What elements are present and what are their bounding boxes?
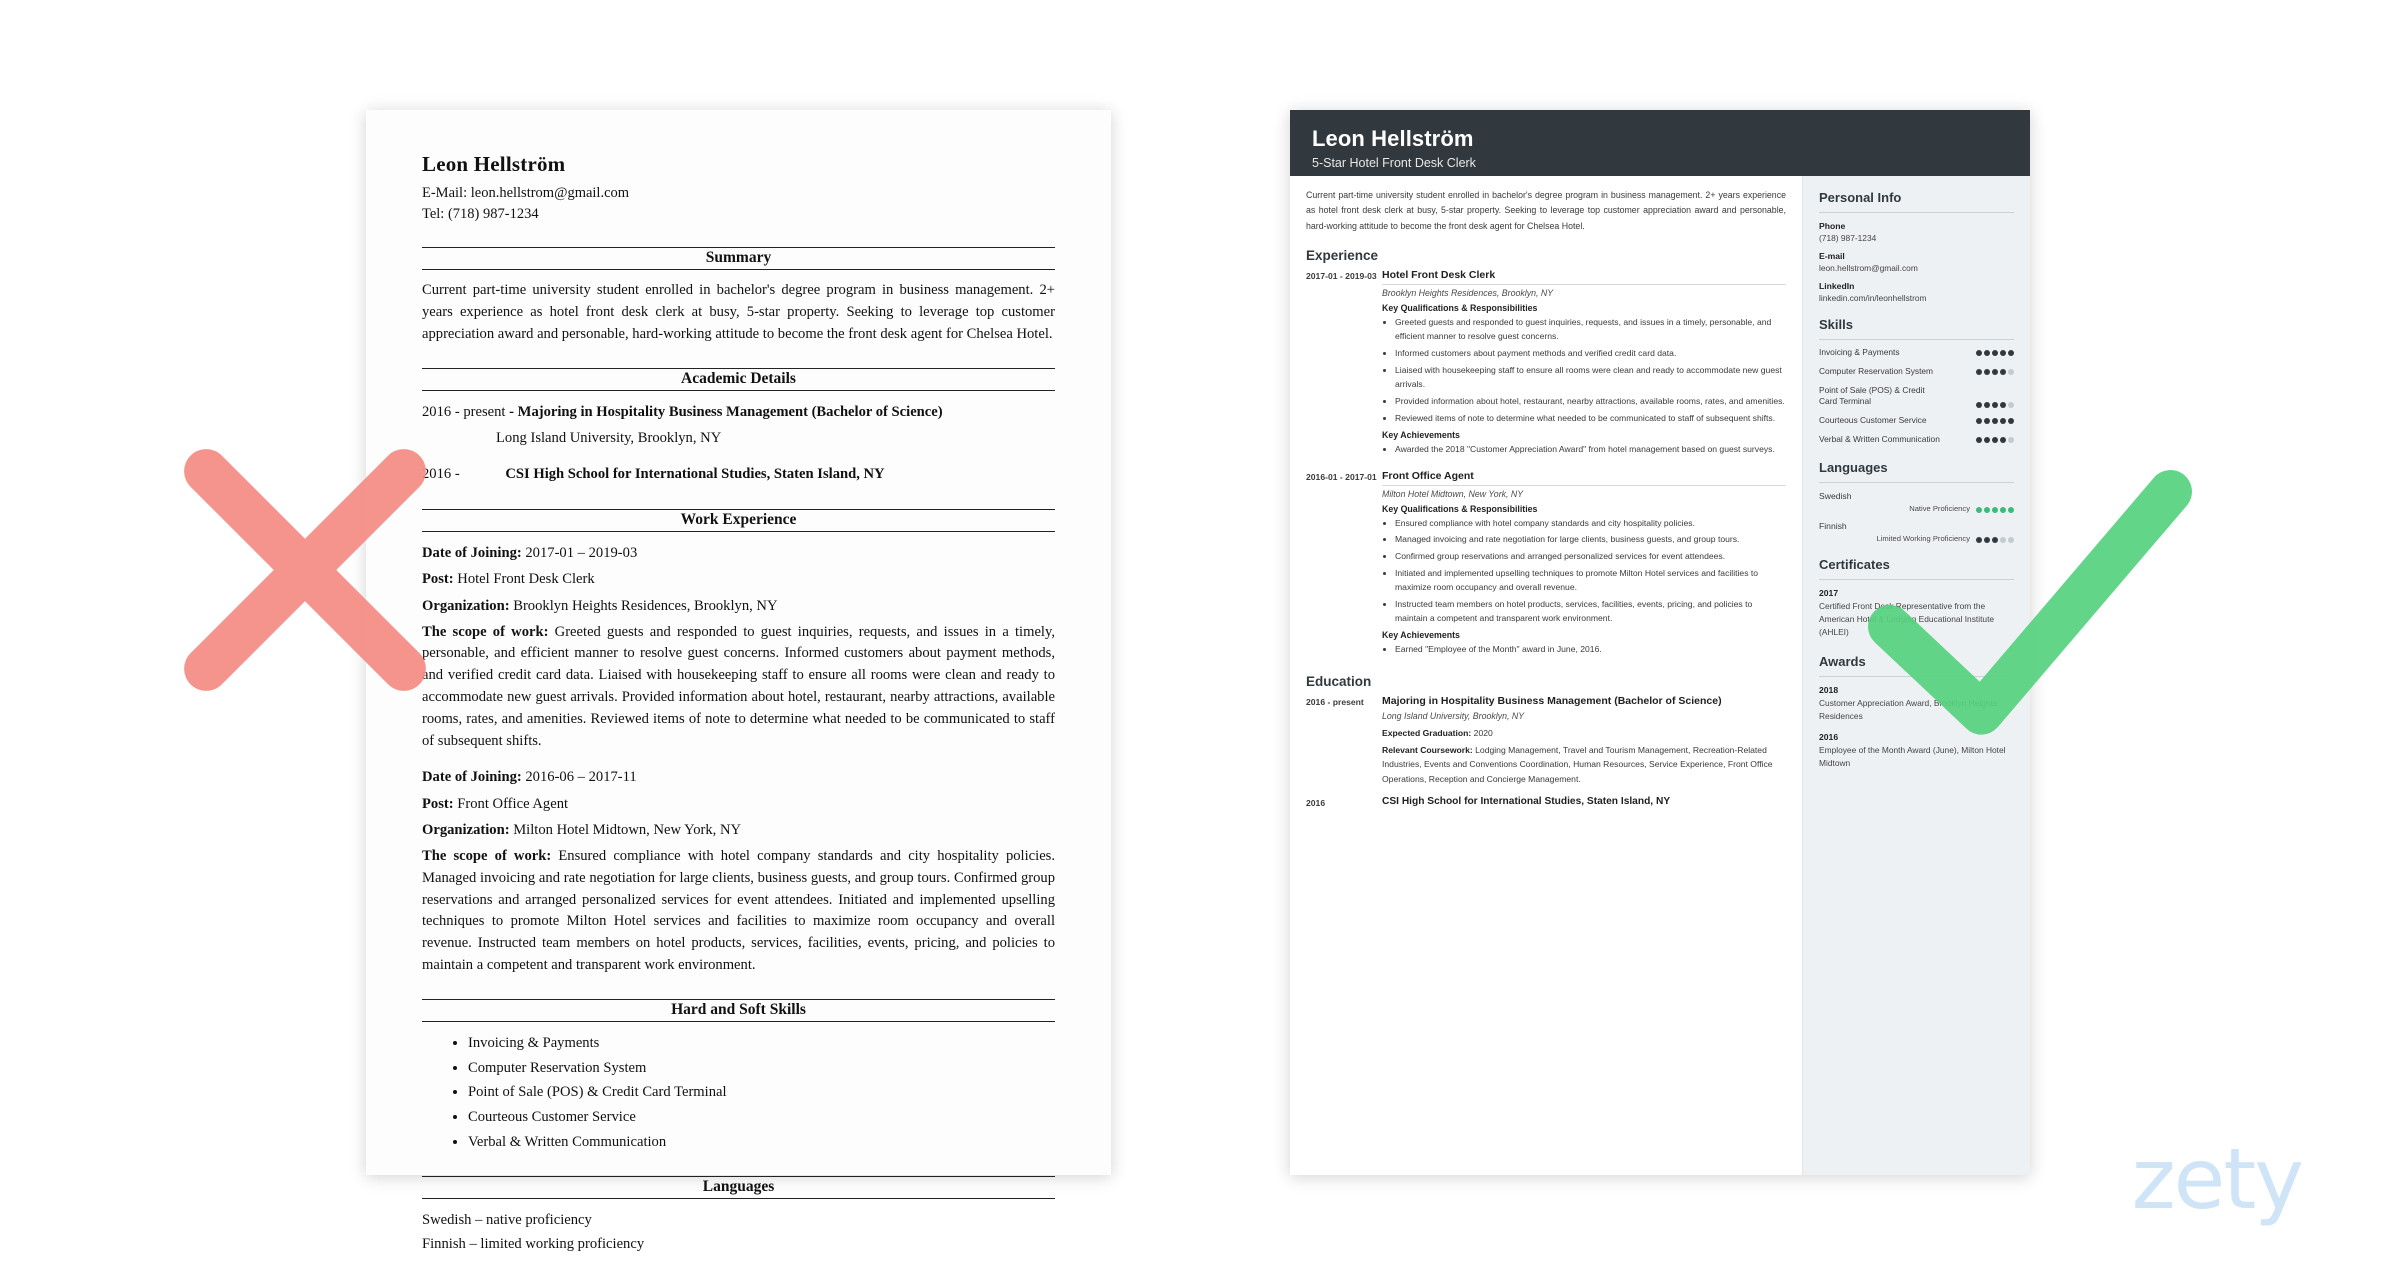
right-summary-text: Current part-time university student enrolled in bachelor's degree program in business management. 2+ years experience as hotel front desk clerk at busy, 5-star property. Seeking to leverage top customer appreciation award and personable, hard-working attitude to become the front desk agent for Chelsea Hotel. — [1306, 190, 1786, 231]
list-item: • Earned "Employee of the Month" award in June, 2016. — [1395, 643, 1786, 657]
right-resume-header — [1290, 110, 2030, 176]
list-item: • Informed customers about payment methods and verified credit card data. — [1395, 347, 1786, 361]
left-section-languages-heading: Languages — [422, 1176, 1055, 1199]
left-job-org-label: Organization: — [422, 822, 510, 839]
sidebar-linkedin-value[interactable]: linkedin.com/in/leonhellstrom — [1819, 293, 1927, 303]
left-job-scope-text: Greeted guests and responded to guest inquiries, requests, and issues in a timely, personable, and efficient manner to resolve guest concerns. Informed customers about payment methods, and verified credit card data. Liaised with housekeeping staff to ensure all rooms were clean and ready to accommodate new guest arrivals. Provided information about hotel, restaurant, nearby attractions, available rooms, rates, and amenities. Reviewed items of note to determine what needed to be communicated to staff of subsequent shifts. — [422, 623, 1055, 749]
sidebar-skill-item — [1819, 434, 2014, 446]
left-job-date-value: 2017-01 – 2019-03 — [521, 544, 638, 561]
sidebar-skill-label: Point of Sale (POS) & Credit Card Terminal — [1819, 384, 1925, 407]
right-education-entry — [1306, 796, 1786, 811]
sidebar-skill-item — [1819, 347, 2014, 359]
right-education-graduation-label: Expected Graduation: — [1382, 727, 1472, 738]
right-experience-title: Front Office Agent — [1382, 470, 1786, 486]
left-academic-entry — [422, 401, 1055, 425]
sidebar-email-value: leon.hellstrom@gmail.com — [1819, 263, 1918, 273]
left-job-scope-label: The scope of work: — [422, 623, 549, 640]
left-academic-dates: 2016 - present — [422, 403, 506, 420]
sidebar-skill-item — [1819, 415, 2014, 427]
sidebar-skill-rating — [1976, 415, 2014, 424]
sidebar-language-rating — [1976, 504, 2014, 513]
sidebar-skill-item — [1819, 366, 2014, 378]
right-experience-achievements-heading: Key Achievements — [1382, 630, 1460, 640]
sidebar-phone-label: Phone — [1819, 221, 1846, 231]
list-item: • Verbal & Written Communication — [468, 1131, 1055, 1155]
right-experience-org: Brooklyn Heights Residences, Brooklyn, NY — [1382, 288, 1554, 299]
left-job-scope-label: The scope of work: — [422, 847, 552, 864]
right-education-entry — [1306, 695, 1786, 786]
list-item: • Initiated and implemented upselling techniques to promote Milton Hotel services and facilities to maximize room occupancy and overall revenue. — [1395, 567, 1786, 595]
list-item: • Managed invoicing and rate negotiation for large clients, business guests, and group tours. — [1395, 533, 1786, 547]
left-job-block — [422, 766, 1055, 977]
sidebar-skill-label: Verbal & Written Communication — [1819, 433, 1940, 444]
right-experience-entry — [1306, 470, 1786, 660]
sidebar-skill-rating — [1976, 347, 2014, 356]
right-experience-org: Milton Hotel Midtown, New York, NY — [1382, 488, 1524, 499]
right-experience-quals-heading: Key Qualifications & Responsibilities — [1382, 503, 1538, 514]
sidebar-award-text: Customer Appreciation Award, Brooklyn Heights Residences — [1819, 697, 1998, 722]
right-education-graduation-value: 2020 — [1471, 727, 1493, 738]
zety-watermark: zety — [2131, 1130, 2302, 1228]
right-experience-heading: Experience — [1306, 248, 1379, 264]
list-item: • Greeted guests and responded to guest inquiries, requests, and issues in a timely, personable, and efficient manner to resolve guest concerns. — [1395, 316, 1786, 344]
list-item: • Reviewed items of note to determine what needed to be communicated to staff of subsequent shifts. — [1395, 412, 1786, 426]
sidebar-linkedin-label: LinkedIn — [1819, 281, 1855, 291]
left-academic-title: - Majoring in Hospitality Business Management (Bachelor of Science) — [509, 403, 943, 420]
left-job-block — [422, 542, 1055, 753]
right-education-dates: 2016 — [1306, 797, 1326, 808]
right-experience-entry — [1306, 269, 1786, 459]
sidebar-skill-rating — [1976, 366, 2014, 375]
left-job-post-label: Post: — [422, 571, 454, 588]
left-job-post-value: Hotel Front Desk Clerk — [453, 571, 595, 588]
list-item: • Point of Sale (POS) & Credit Card Terminal — [468, 1081, 1055, 1105]
right-experience-dates: 2016-01 - 2017-01 — [1306, 471, 1377, 482]
left-academic-title: CSI High School for International Studies, Staten Island, NY — [505, 465, 885, 482]
left-job-org-value: Brooklyn Heights Residences, Brooklyn, NY — [509, 597, 778, 614]
sidebar-phone-value: (718) 987-1234 — [1819, 233, 1877, 243]
list-item: • Provided information about hotel, restaurant, nearby attractions, available rooms, rates, and amenities. — [1395, 395, 1786, 409]
left-section-skills-heading: Hard and Soft Skills — [422, 999, 1055, 1022]
sidebar-personal-info-heading: Personal Info — [1819, 190, 1902, 205]
sidebar-skill-label: Invoicing & Payments — [1819, 347, 1900, 357]
right-education-graduation — [1382, 726, 1786, 740]
sidebar-skill-item — [1819, 385, 2014, 409]
sidebar-award-year: 2016 — [1819, 731, 1839, 742]
sidebar-skill-rating — [1976, 399, 2014, 408]
right-education-coursework-label: Relevant Coursework: — [1382, 745, 1473, 756]
right-sidebar — [1802, 176, 2030, 1175]
left-language-item: Finnish – limited working proficiency — [422, 1235, 645, 1252]
right-education-school: Long Island University, Brooklyn, NY — [1382, 710, 1525, 721]
right-education-school-name: CSI High School for International Studies, Staten Island, NY — [1382, 795, 1671, 807]
right-education-coursework-value: Lodging Management, Travel and Tourism Management, Recreation-Related Industries, Events and Conventions Coordination, Human Resources, Service Experience, Front Office Operations, Reception and Concierge Management. — [1382, 745, 1773, 784]
sidebar-skill-rating — [1976, 434, 2014, 443]
left-candidate-name: Leon Hellström — [422, 152, 566, 176]
list-item: • Confirmed group reservations and arranged personalized services for event attendees. — [1395, 550, 1786, 564]
list-item: • Awarded the 2018 "Customer Appreciation Award" from hotel management based on guest surveys. — [1395, 443, 1786, 457]
right-education-degree: Majoring in Hospitality Business Management (Bachelor of Science) — [1382, 694, 1722, 707]
right-experience-title: Hotel Front Desk Clerk — [1382, 269, 1786, 285]
left-language-item: Swedish – native proficiency — [422, 1212, 592, 1229]
sidebar-award-year: 2018 — [1819, 684, 1839, 695]
left-section-work-heading: Work Experience — [422, 509, 1055, 532]
sidebar-skills-heading: Skills — [1819, 317, 1853, 332]
sidebar-awards-heading: Awards — [1819, 653, 1866, 669]
left-skills-list — [422, 1032, 1055, 1154]
left-academic-school: Long Island University, Brooklyn, NY — [496, 430, 722, 447]
left-job-org-label: Organization: — [422, 597, 510, 614]
sidebar-certificates-heading: Certificates — [1819, 556, 1890, 572]
left-job-post-value: Front Office Agent — [453, 795, 569, 812]
left-section-academic-heading: Academic Details — [422, 368, 1055, 391]
sidebar-language-note: Native Proficiency — [1909, 503, 1970, 513]
left-job-org-value: Milton Hotel Midtown, New York, NY — [509, 822, 742, 839]
sidebar-skill-label: Courteous Customer Service — [1819, 415, 1927, 426]
left-section-summary-heading: Summary — [422, 247, 1055, 270]
left-summary-text: Current part-time university student enrolled in bachelor's degree program in business management. 2+ years experience as hotel front desk clerk at busy, 5-star property. Seeking to leverage top customer appreciation award and personable, hard-working attitude to become the front desk agent for Chelsea Hotel. — [422, 282, 1055, 342]
sidebar-certificate-year: 2017 — [1819, 587, 1839, 598]
left-job-date-label: Date of Joining: — [422, 768, 522, 785]
right-experience-dates: 2017-01 - 2019-03 — [1306, 271, 1377, 282]
right-experience-bullets — [1382, 316, 1786, 425]
sidebar-skill-label: Computer Reservation System — [1819, 365, 1934, 376]
list-item: • Computer Reservation System — [468, 1057, 1055, 1081]
left-job-date-label: Date of Joining: — [422, 544, 522, 561]
list-item: • Invoicing & Payments — [468, 1032, 1055, 1056]
right-candidate-job-title: 5-Star Hotel Front Desk Clerk — [1312, 156, 1476, 170]
bad-resume-document — [366, 110, 1111, 1252]
right-experience-quals-heading: Key Qualifications & Responsibilities — [1382, 303, 1538, 314]
left-job-date-value: 2016-06 – 2017-11 — [521, 768, 637, 785]
right-experience-achievements — [1382, 443, 1786, 457]
sidebar-language-note: Limited Working Proficiency — [1876, 533, 1970, 543]
right-candidate-name: Leon Hellström — [1312, 126, 1474, 151]
sidebar-language-name: Swedish — [1819, 490, 1852, 501]
list-item: • Instructed team members on hotel products, services, facilities, events, pricing, and policies to maintain a competent and transparent work environment. — [1395, 598, 1786, 626]
left-phone: Tel: (718) 987-1234 — [422, 206, 539, 223]
left-academic-entry — [422, 463, 1055, 487]
list-item: • Courteous Customer Service — [468, 1106, 1055, 1130]
left-job-post-label: Post: — [422, 795, 454, 812]
right-experience-bullets — [1382, 517, 1786, 626]
right-education-coursework — [1382, 743, 1786, 786]
sidebar-language-name: Finnish — [1819, 520, 1847, 531]
right-experience-achievements-heading: Key Achievements — [1382, 429, 1460, 440]
sidebar-email-label: E-mail — [1819, 251, 1845, 261]
list-item: • Ensured compliance with hotel company standards and city hospitality policies. — [1395, 517, 1786, 531]
sidebar-languages-heading: Languages — [1819, 459, 1888, 475]
left-academic-dates: 2016 - — [422, 465, 460, 482]
sidebar-language-rating-row — [1819, 504, 2014, 513]
right-education-dates: 2016 - present — [1306, 696, 1364, 707]
good-resume-document — [1290, 110, 2030, 1175]
sidebar-certificate-text: Certified Front Desk Representative from the American Hotel & Lodging Educational Institute (AHLEI) — [1819, 600, 1995, 638]
left-job-scope-text: Ensured compliance with hotel company standards and city hospitality policies. Managed invoicing and rate negotiation for large clients, business guests, and group tours. Confirmed group reservations and arranged personalized services for event attendees. Initiated and implemented upselling techniques to promote Milton Hotel services and facilities to maximize room occupancy and overall revenue. Instructed team members on hotel products, services, facilities, events, pricing, and policies to maintain a competent and transparent work environment. — [422, 847, 1055, 974]
right-main-column — [1290, 176, 1802, 1175]
right-education-heading: Education — [1306, 673, 1372, 689]
sidebar-language-rating — [1976, 534, 2014, 543]
right-experience-achievements — [1382, 643, 1786, 657]
sidebar-language-rating-row — [1819, 534, 2014, 543]
left-email: E-Mail: leon.hellstrom@gmail.com — [422, 185, 630, 201]
sidebar-award-text: Employee of the Month Award (June), Milton Hotel Midtown — [1819, 744, 2006, 769]
list-item: • Liaised with housekeeping staff to ensure all rooms were clean and ready to accommodate new guest arrivals. — [1395, 364, 1786, 392]
